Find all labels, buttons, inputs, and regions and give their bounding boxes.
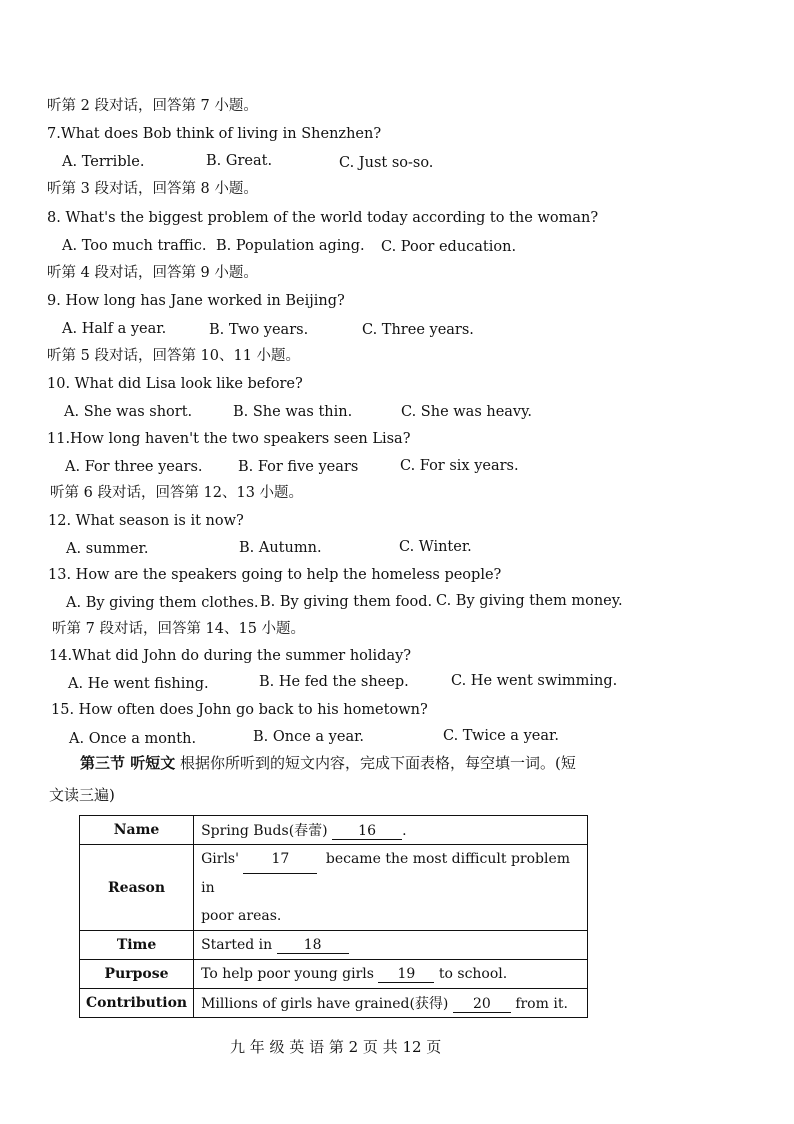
dialogue-5-heading: 听第 5 段对话，回答第 10、11 小题。 [47,348,301,364]
q7-option-b: B. Great. [206,153,273,169]
q11-option-c: C. For six years. [400,458,519,474]
time-text: Started in [201,936,273,953]
row-value-reason [194,845,588,931]
q12-option-a: A. summer. [66,541,149,557]
q12-option-b: B. Autumn. [239,540,322,556]
q13-option-c: C. By giving them money. [436,593,623,609]
question-11: 11.How long haven't the two speakers seen Lisa? [47,431,411,447]
question-8: 8. What's the biggest problem of the world today according to the woman? [47,210,599,226]
q10-option-b: B. She was thin. [233,404,353,420]
q8-option-b: B. Population aging. [216,238,365,254]
row-key-name: Name [80,816,194,845]
question-14: 14.What did John do during the summer holiday? [49,648,412,664]
q12-option-c: C. Winter. [399,539,472,555]
row-key-reason: Reason [80,845,194,931]
q10-option-c: C. She was heavy. [401,404,532,420]
dialogue-6-heading: 听第 6 段对话，回答第 12、13 小题。 [50,485,304,501]
row-key-time: Time [80,931,194,960]
question-15: 15. How often does John go back to his hometown? [51,702,428,718]
blank-20: 20 [453,996,511,1013]
q9-option-b: B. Two years. [209,322,309,338]
contribution-text: Millions of girls have grained(获得) [201,996,449,1012]
q7-option-a: A. Terrible. [62,154,145,170]
q15-option-c: C. Twice a year. [443,728,559,744]
blank-17: 17 [243,845,317,874]
table-row-time [80,931,588,960]
q15-option-b: B. Once a year. [253,729,365,745]
q14-option-b: B. He fed the sheep. [259,674,409,690]
question-9: 9. How long has Jane worked in Beijing? [47,293,345,309]
row-value-purpose [194,960,588,989]
row-value-contribution [194,989,588,1018]
q13-option-b: B. By giving them food. [260,594,433,610]
q10-option-a: A. She was short. [64,404,193,420]
q13-option-a: A. By giving them clothes. [66,595,259,611]
q8-option-c: C. Poor education. [381,239,517,255]
q8-option-a: A. Too much traffic. [62,238,207,254]
q9-option-c: C. Three years. [362,322,474,338]
name-text: Spring Buds(春蕾) [201,823,328,839]
reason-post: became the most difficult problem in [201,851,571,896]
table-row-reason [80,845,588,931]
q11-option-b: B. For five years [238,459,359,475]
dialogue-7-heading: 听第 7 段对话，回答第 14、15 小题。 [52,621,306,637]
table-row-name [80,816,588,845]
row-key-contribution: Contribution [80,989,194,1018]
blank-16: 16 [332,823,402,840]
page-footer: 九 年 级 英 语 第 2 页 共 12 页 [230,1038,442,1056]
row-key-purpose: Purpose [80,960,194,989]
section-3-title: 第三节 听短文 [80,754,176,772]
row-value-time [194,931,588,960]
section-3-instruction-cont: 文读三遍) [49,786,115,804]
q9-option-a: A. Half a year. [62,321,167,337]
dialogue-2-heading: 听第 2 段对话，回答第 7 小题。 [47,98,258,114]
q14-option-a: A. He went fishing. [68,676,209,692]
info-table [79,815,588,1018]
reason-text: Girls' [201,851,239,867]
contribution-post: from it. [515,996,568,1012]
q15-option-a: A. Once a month. [69,731,197,747]
question-13: 13. How are the speakers going to help the homeless people? [48,567,502,583]
purpose-post: to school. [438,965,508,982]
q14-option-c: C. He went swimming. [451,673,618,689]
section-3-instruction-text: 根据你所听到的短文内容，完成下面表格，每空填一词。(短 [175,754,576,772]
question-7: 7.What does Bob think of living in Shenzhen? [47,126,382,142]
blank-18: 18 [277,937,349,954]
question-12: 12. What season is it now? [48,513,244,529]
blank-19: 19 [378,966,434,983]
section-3-instruction [80,753,576,773]
q7-option-c: C. Just so-so. [339,155,434,171]
name-post: . [402,823,407,839]
question-10: 10. What did Lisa look like before? [47,376,303,392]
reason-line-2: poor areas. [201,908,282,924]
table-row-contribution [80,989,588,1018]
purpose-text: To help poor young girls [201,965,374,982]
dialogue-4-heading: 听第 4 段对话，回答第 9 小题。 [47,265,258,281]
table-row-purpose [80,960,588,989]
dialogue-3-heading: 听第 3 段对话，回答第 8 小题。 [47,181,258,197]
q11-option-a: A. For three years. [65,459,203,475]
row-value-name [194,816,588,845]
